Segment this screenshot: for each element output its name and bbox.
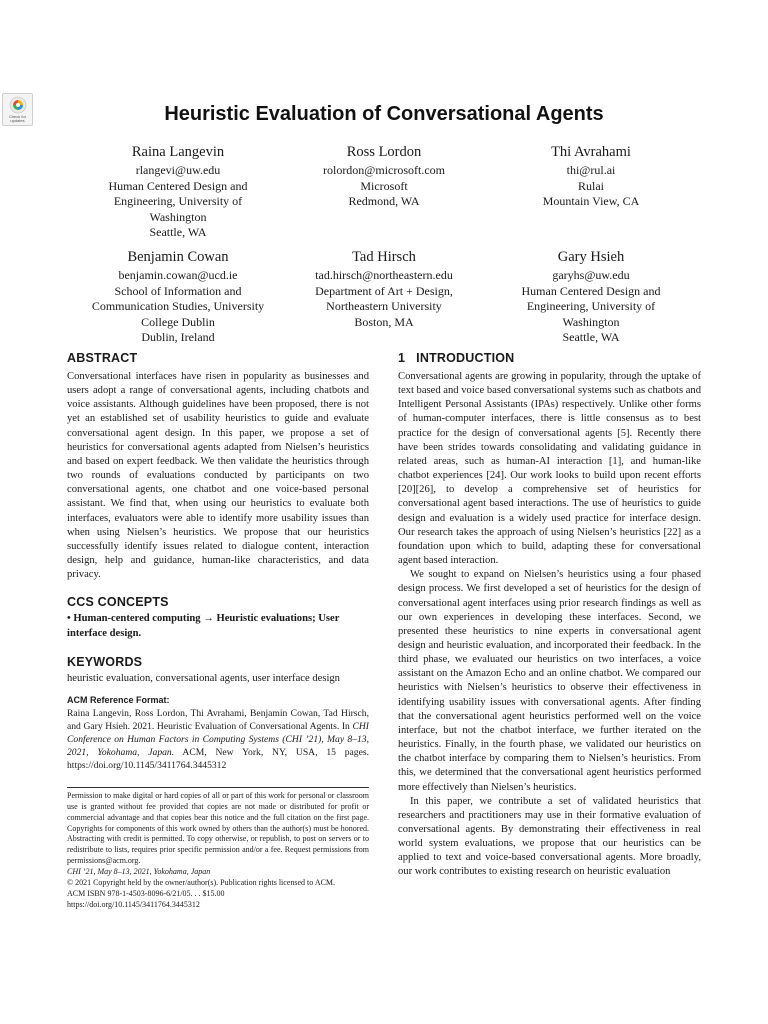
author-affiliation: School of Information and [114, 283, 242, 298]
author-affiliation: Human Centered Design and [521, 283, 661, 298]
author-name: Raina Langevin [131, 144, 225, 160]
author-email: thi@rul.ai [566, 163, 616, 177]
author-affiliation: Rulai [578, 178, 604, 193]
acm-reference-doi[interactable]: ACM, New York, NY, USA, 15 pages. https://doi.org/10.1145/3411764.3445312 [67, 746, 369, 771]
keywords-text: heuristic evaluation, conversational agents, user interface design [67, 672, 340, 684]
author-name: Gary Hsieh [557, 249, 625, 265]
author-block [58, 248, 298, 346]
abstract-text: Conversational interfaces have risen in popularity as businesses and users adopt a range of conversational agents, including chatbots and voice assistants. Although guidelines have been proposed, there is not yet an established set of usability heuristics to guide and evaluate conversational agent design. In this paper, we propose a set of heuristics for conversational agents adapted from Nielsen’s heuristics and based on expert feedback. We then validate the heuristics through two rounds of evaluations conducted by participants on two conversational agents, one chatbot and one voice-based personal assistant. We find that, when using our heuristics to evaluate both interfaces, evaluators were able to identify more usability issues than when using Nielsen’s heuristics. We propose that our heuristics successfully identify issues related to dialogue content, interaction design, help and guidance, human-like characteristics, and data privacy. [67, 371, 369, 581]
author-block [264, 248, 504, 330]
introduction-heading: 1 INTRODUCTION [398, 351, 515, 365]
author-block [58, 143, 298, 241]
author-affiliation: Human Centered Design and [108, 178, 248, 193]
right-column [398, 351, 701, 880]
intro-paragraph-1: Conversational agents are growing in popularity, through the uptake of text based and voice based conversational systems such as chatbots and Intelligent Personal Assistants (IPAs) respectively. Unlike other forms of human-computer interfaces, there is little consensus as to best practice for the design of conversational agents [5]. Recently there have been strides towards consolidating and validating guidance in related areas, such as human-AI interaction [1], and human-like chatbot experiences [24]. Our work looks to build upon recent efforts [20][26], to develop a comprehensive set of heuristics for conversational agent based interactions. The use of heuristics to guide design and evaluation is a widely used practice for interface design. Our research takes the approach of using Nielsen’s heuristics [22] as a foundation upon which to build, adapting these for conversational agent based interaction. [398, 371, 702, 567]
author-affiliation: Engineering, University of [113, 194, 243, 209]
author-email: tad.hirsch@northeastern.edu [315, 268, 453, 282]
acm-reference-authors: Raina Langevin, Ross Lordon, Thi Avrahami, Benjamin Cowan, Tad Hirsch, and Gary Hsieh. 2021. Heuristic Evaluation of Conversational Agents. In [67, 707, 369, 732]
intro-paragraph-3: In this paper, we contribute a set of validated heuristics that researchers and practitioners may use in their formative evaluation of conversational agents. By demonstrating their effectiveness in real world system evaluations, we propose that our heuristics can be applied to text and voice-based conversational agents. More broadly, our work contributes to existing research on heuristic evaluation [398, 795, 701, 878]
author-name: Benjamin Cowan [127, 249, 229, 265]
author-block [471, 143, 711, 210]
isbn-line: ACM ISBN 978-1-4503-8096-6/21/05. . . $15.00 [67, 888, 225, 898]
author-block [471, 248, 711, 346]
author-affiliation: Department of Art + Design, [315, 283, 453, 298]
acm-reference-venue: CHI Conference on Human Factors in Computing Systems (CHI ’21), May 8–13, 2021, Yokohama, Japan. [67, 720, 369, 758]
intro-paragraph-2: We sought to expand on Nielsen’s heuristics using a four phased design process. We first developed a set of heuristics for the design of conversational agent interfaces using prior research findings as well as our own experiences in developing these interfaces. Second, we presented these heuristics to nine experts in conversational agent design and heuristic evaluation, and incorporated their feedback. In the third phase, we evaluated our heuristics on two interfaces, a voice assistant on the Amazon Echo and an online chatbot. We compared our heuristics with Nielsen’s heuristics to observe their effectiveness in identifying usability issues with conversational agents. After finding that the conversational agent heuristics performed well on the voice interface, but not the chatbot interface, we further iterated on the heuristics. Finally, in the fourth phase, we validated our heuristics on the chatbot interface by comparing them to Nielsen’s heuristics. From this, we determined that the conversational agent heuristics performed more effectively than Nielsen’s heuristics. [398, 569, 701, 793]
author-affiliation: Engineering, University of [526, 299, 656, 314]
author-affiliation: College Dublin [141, 314, 215, 329]
acm-reference-text [67, 707, 369, 772]
copyright-line: © 2021 Copyright held by the owner/author(s). Publication rights licensed to ACM. [67, 878, 336, 888]
author-name: Ross Lordon [346, 144, 422, 160]
author-affiliation: Microsoft [360, 178, 408, 193]
paper-title: Heuristic Evaluation of Conversational Agents [164, 103, 604, 125]
author-affiliation: Communication Studies, University [91, 299, 265, 314]
author-name: Tad Hirsch [352, 249, 416, 265]
author-location: Boston, MA [354, 314, 414, 329]
author-location: Mountain View, CA [542, 194, 640, 209]
author-email: benjamin.cowan@ucd.ie [118, 268, 238, 282]
keywords-heading: KEYWORDS [67, 654, 143, 669]
author-email: rolordon@microsoft.com [322, 163, 446, 177]
author-affiliation: Northeastern University [326, 299, 442, 314]
ccs-heading: CCS CONCEPTS [67, 595, 169, 610]
author-location: Redmond, WA [348, 194, 420, 209]
author-location: Seattle, WA [562, 330, 620, 345]
author-name: Thi Avrahami [551, 144, 631, 160]
left-column [67, 351, 369, 911]
author-email: garyhs@uw.edu [552, 268, 630, 282]
author-affiliation: Washington [562, 314, 620, 329]
permission-text: Permission to make digital or hard copies of all or part of this work for personal or classroom use is granted without fee provided that copies are not made or distributed for profit or commercial advantage and that copies bear this notice and the full citation on the first page. Copyrights for components of this work owned by others than the author(s) must be honored. Abstracting with credit is permitted. To copy otherwise, or republish, to post on servers or to redistribute to lists, requires prior specific permission and/or a fee. Request permissions from permissions@acm.org. [67, 790, 369, 866]
author-block [264, 143, 504, 210]
author-email: rlangevi@uw.edu [135, 163, 221, 177]
permission-block [67, 791, 369, 911]
doi-link[interactable]: https://doi.org/10.1145/3411764.3445312 [67, 899, 200, 909]
author-affiliation: Washington [149, 209, 207, 224]
ccs-text: • Human-centered computing → Heuristic evaluations; User interface design. [67, 613, 340, 639]
footnote-divider [67, 787, 369, 788]
author-location: Seattle, WA [149, 225, 207, 240]
badge-label: Check for updates [8, 114, 27, 123]
author-location: Dublin, Ireland [141, 330, 215, 345]
conference-line: CHI ’21, May 8–13, 2021, Yokohama, Japan [67, 867, 211, 877]
abstract-heading: ABSTRACT [67, 351, 138, 365]
acm-reference-label: ACM Reference Format: [67, 694, 170, 705]
